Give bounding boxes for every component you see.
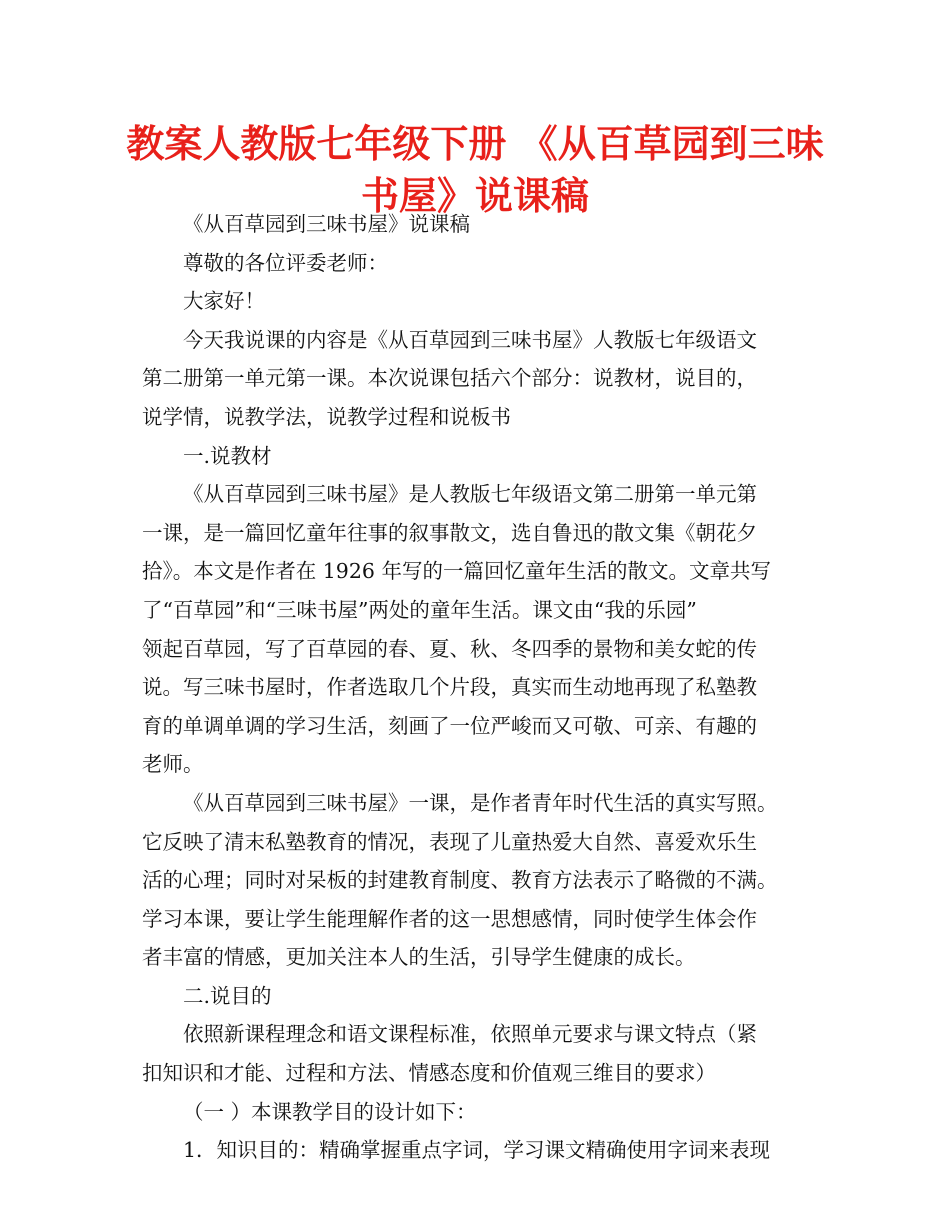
title-line-1: 教案人教版七年级下册 《从百草园到三味 [126,122,824,166]
text-line: （一 ）本课教学目的设计如下： [183,1099,477,1124]
text-line: 第二册第一单元第一课。本次说课包括六个部分：说教材，说目的， [142,366,757,391]
text-line: 扣知识和才能、过程和方法、情感态度和价值观三维目的要求） [142,1061,716,1086]
text-line: 了“百草园”和“三味书屋”两处的童年生活。课文由“我的乐园” [142,597,697,622]
document-body [142,205,822,1170]
text-line: 说。写三味书屋时，作者选取几个片段，真实而生动地再现了私塾教 [142,675,757,700]
text-line: 《从百草园到三味书屋》一课，是作者青年时代生活的真实写照。 [183,790,778,815]
text-line: 活的心理；同时对呆板的封建教育制度、教育方法表示了略微的不满。 [142,868,778,893]
salutation-line: 尊敬的各位评委老师： [183,250,388,275]
text-line: 领起百草园，写了百草园的春、夏、秋、冬四季的景物和美女蛇的传 [142,636,757,661]
text-line: 育的单调单调的学习生活，刻画了一位严峻而又可敬、可亲、有趣的 [142,713,757,738]
text-line: 它反映了清末私塾教育的情况，表现了儿童热爱大自然、喜爱欢乐生 [142,829,757,854]
text-line: 1．知识目的：精确掌握重点字词，学习课文精确使用字词来表现 [183,1138,771,1163]
text-line: 拾》。本文是作者在 1926 年写的一篇回忆童年生活的散文。文章共写 [142,559,771,584]
text-line: 今天我说课的内容是《从百草园到三味书屋》人教版七年级语文 [183,327,757,352]
text-line: 《从百草园到三味书屋》是人教版七年级语文第二册第一单元第 [183,482,757,507]
section-heading: 二.说目的 [183,983,272,1008]
text-line: 学习本课，要让学生能理解作者的这一思想感情，同时使学生体会作 [142,906,757,931]
text-line: 一课，是一篇回忆童年往事的叙事散文，选自鲁迅的散文集《朝花夕 [142,520,757,545]
text-line: 依照新课程理念和语文课程标准，依照单元要求与课文特点（紧 [183,1022,757,1047]
greeting-line: 大家好！ [183,289,265,314]
title-line-2: 书屋》说课稿 [360,174,589,218]
section-heading: 一.说教材 [183,443,272,468]
text-line: 者丰富的情感，更加关注本人的生活，引导学生健康的成长。 [142,945,696,970]
text-line: 说学情，说教学法，说教学过程和说板书 [142,404,511,429]
subtitle-line: 《从百草园到三味书屋》说课稿 [183,212,470,236]
text-line: 老师。 [142,752,204,777]
